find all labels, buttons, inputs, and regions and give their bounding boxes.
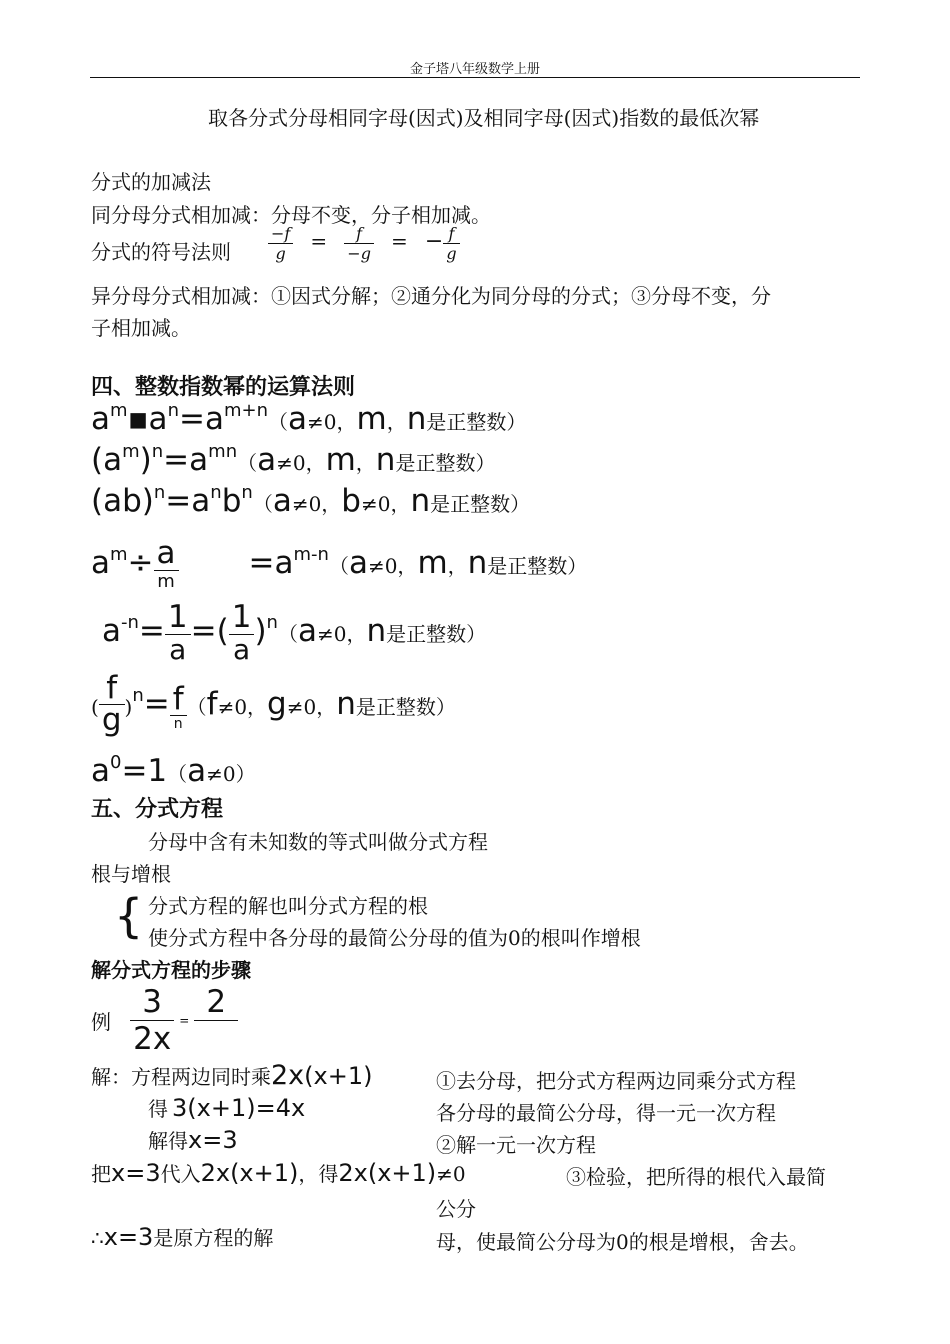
solution-line-4: 把x=3代入2x(x+1)，得2x(x+1)≠0 xyxy=(91,1159,466,1187)
neg-exp-fraction-1: $\frac{1}{a}$ xyxy=(165,600,191,665)
step-note-5: 公分 xyxy=(436,1197,476,1221)
neg-exp-fraction-2: $\frac{1}{a}$ xyxy=(229,600,255,665)
rule-power-of-quotient: ( $\frac{f}{g}$ )n= $\frac{f}{n}$ （f≠0，g≠0，n是正整数） xyxy=(91,670,456,738)
addsub-heading: 分式的加减法 xyxy=(91,170,211,194)
step-note-2: 各分母的最简公分母，得一元一次方程 xyxy=(436,1101,776,1125)
root-definition-2: 使分式方程中各分母的最简公分母的值为0的根叫作增根 xyxy=(148,926,641,950)
section4-title: 四、整数指数幂的运算法则 xyxy=(91,375,356,400)
step-note-3: ②解一元一次方程 xyxy=(436,1133,596,1157)
quotient-power-fraction-2: $\frac{f}{n}$ xyxy=(170,683,187,732)
quotient-power-fraction-1: $\frac{f}{g}$ xyxy=(99,672,125,735)
diff-denominator-line1: 异分母分式相加减：①因式分解；②通分化为同分母的分式；③分母不变，分 xyxy=(91,284,771,308)
step-note-1: ①去分母，把分式方程两边同乘分式方程 xyxy=(436,1069,796,1093)
same-denominator-rule: 同分母分式相加减：分母不变，分子相加减。 xyxy=(91,203,491,227)
header-rule xyxy=(90,77,860,78)
roots-brace: { xyxy=(114,889,144,943)
rule-product: am▪an=am+n（a≠0，m，n是正整数） xyxy=(91,400,527,437)
root-definition-1: 分式方程的解也叫分式方程的根 xyxy=(148,894,428,918)
solution-line-1: 解：方程两边同时乘2x(x+1) xyxy=(91,1060,373,1091)
step-note-6: 母，使最简公分母为0的根是增根，舍去。 xyxy=(436,1230,809,1254)
lcd-rule-text: 取各分式分母相同字母(因式)及相同字母(因式)指数的最低次幂 xyxy=(208,106,760,130)
fractional-equation-definition: 分母中含有未知数的等式叫做分式方程 xyxy=(148,830,488,854)
step-note-4: ③检验，把所得的根代入最简 xyxy=(566,1165,826,1189)
sign-frac-3: $\frac{f}{g}$ xyxy=(443,224,459,263)
example-equation: 例 $\frac{3}{2x}$ = 2 xyxy=(91,984,238,1057)
solution-line-5: ∴x=3是原方程的解 xyxy=(91,1223,274,1251)
solving-steps-title: 解分式方程的步骤 xyxy=(91,958,251,982)
sign-frac-2: $\frac{f}{-g}$ xyxy=(344,224,374,263)
rule-power-of-product: (ab)n=anbn（a≠0，b≠0，n是正整数） xyxy=(91,482,531,519)
solution-line-2: 得 3(x+1)=4x xyxy=(148,1094,306,1122)
example-fraction-left: $\frac{3}{2x}$ xyxy=(130,984,174,1057)
example-fraction-right: 2 xyxy=(194,984,238,1057)
sign-rule-label: 分式的符号法则 xyxy=(91,240,231,264)
rule-power-of-power: (am)n=amn（a≠0，m，n是正整数） xyxy=(91,441,496,478)
rule-quotient: am÷ $\frac{a}{m}$ =am-n（a≠0，m，n是正整数） xyxy=(91,535,588,592)
sign-rule-formula: $\frac{-f}{g}$ = $\frac{f}{-g}$ = − $\frac{f}{g}$ xyxy=(268,224,460,263)
roots-label: 根与增根 xyxy=(91,862,171,886)
quotient-fraction: $\frac{a}{m}$ xyxy=(154,536,179,592)
rule-zero-exponent: a0=1（a≠0） xyxy=(91,752,256,789)
sign-frac-1: $\frac{-f}{g}$ xyxy=(268,224,293,263)
page-header: 金子塔八年级数学上册 xyxy=(409,62,540,77)
solution-line-3: 解得x=3 xyxy=(148,1126,238,1154)
section5-title: 五、分式方程 xyxy=(91,797,224,822)
rule-negative-exponent: a-n= $\frac{1}{a}$ =( $\frac{1}{a}$ )n（a≠0，n是正整数） xyxy=(102,599,487,666)
diff-denominator-line2: 子相加减。 xyxy=(91,316,191,340)
